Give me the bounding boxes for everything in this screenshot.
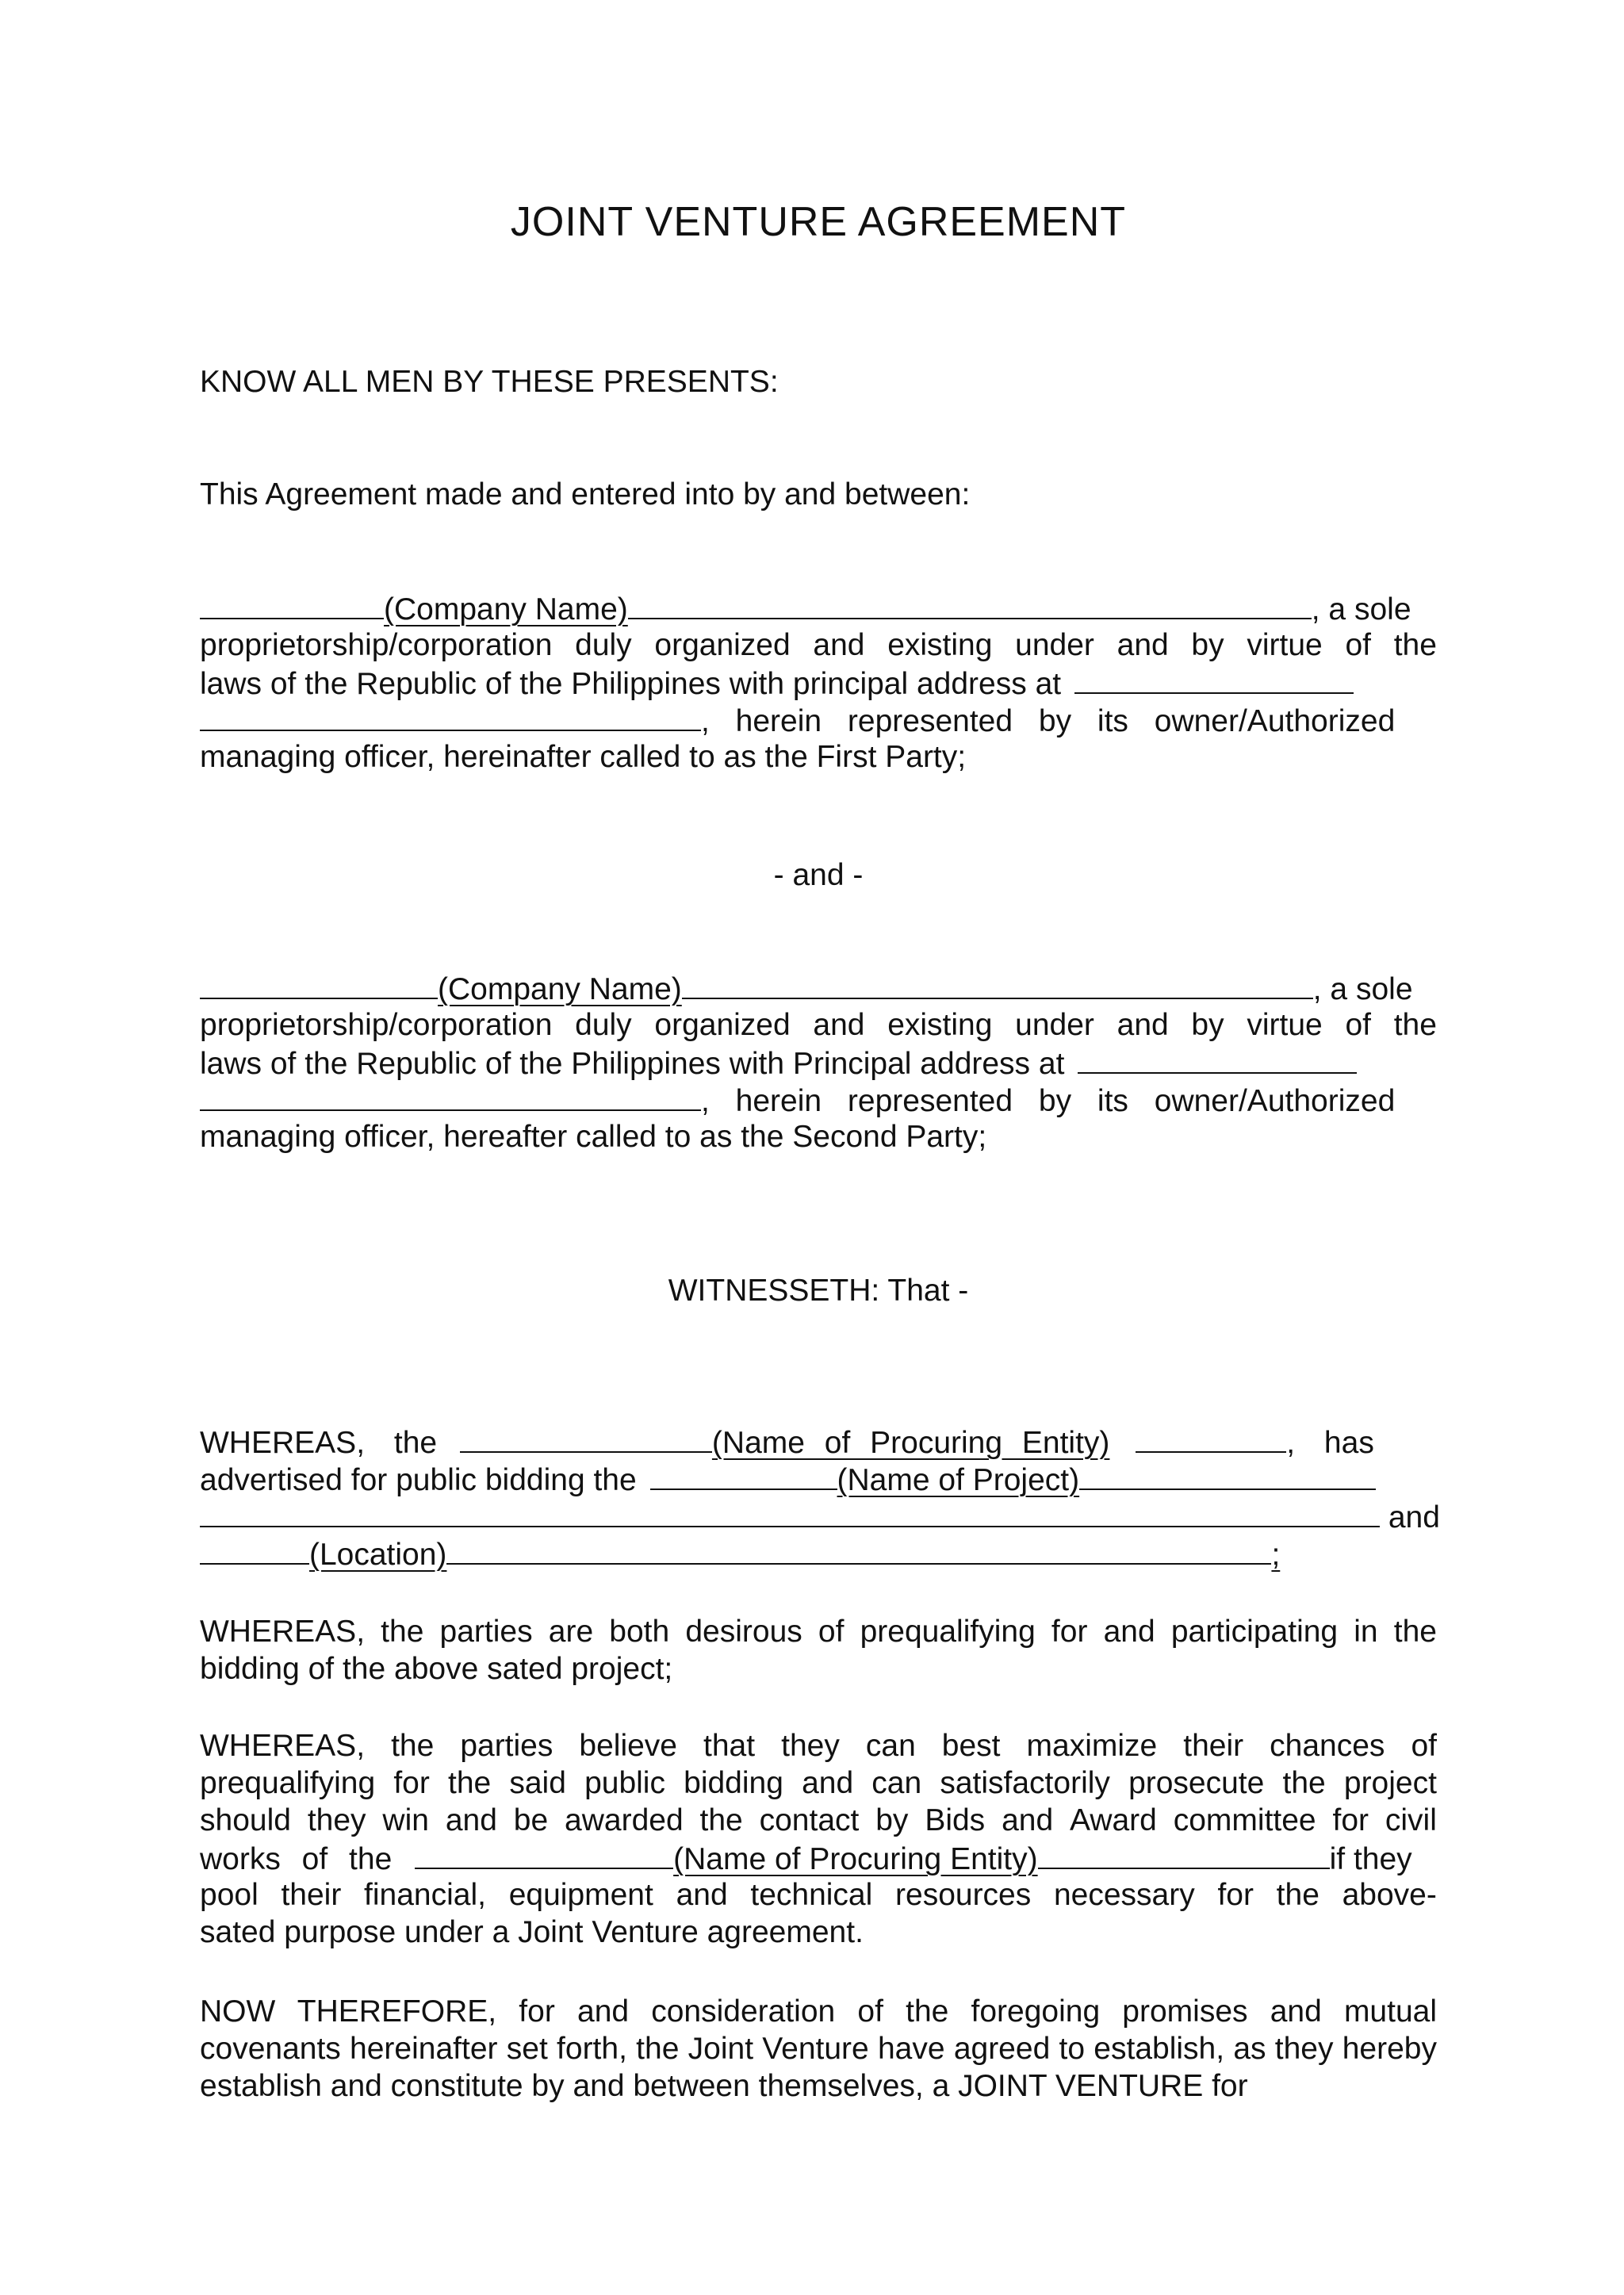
blank-field[interactable] bbox=[1038, 1839, 1330, 1869]
whereas-3-line-1: WHEREAS, the parties believe that they can best maximize their chances of bbox=[200, 1729, 1437, 1763]
blank-field[interactable] bbox=[200, 969, 438, 999]
now-therefore-paragraph: NOW THEREFORE, for and consideration of the foregoing promises and mutual covenants hereinafter set forth, the Joint Venture have agreed to establish, as they hereby establish and constitute by and between themselves, a JOINT VENTURE for bbox=[200, 1994, 1437, 2103]
intro-text: KNOW ALL MEN BY THESE PRESENTS: bbox=[200, 365, 779, 399]
blank-field[interactable] bbox=[460, 1423, 712, 1453]
blank-field[interactable] bbox=[200, 1534, 309, 1565]
whereas-1-line-1: WHEREAS, the (Name of Procuring Entity) , has bbox=[200, 1423, 1437, 1460]
blank-field[interactable] bbox=[1079, 1460, 1376, 1490]
company-name-placeholder: (Company Name) bbox=[438, 972, 682, 1006]
company-name-placeholder: (Company Name) bbox=[384, 592, 628, 626]
blank-field[interactable] bbox=[200, 589, 384, 619]
procuring-entity-placeholder: (Name of Procuring Entity) bbox=[711, 1426, 1110, 1460]
first-party-line-2: proprietorship/corporation duly organized and existing under and by virtue of the bbox=[200, 628, 1437, 662]
whereas-1-paragraph bbox=[200, 1423, 1440, 1572]
blank-field[interactable] bbox=[446, 1534, 1271, 1565]
whereas-1-line-4: (Location) ; bbox=[200, 1534, 1437, 1572]
whereas-1-line-2: advertised for public bidding the (Name of Project) bbox=[200, 1460, 1437, 1497]
second-party-tail: , a sole bbox=[1312, 972, 1413, 1006]
second-party-line-4-tail: , herein represented by its owner/Authorized bbox=[701, 1084, 1396, 1118]
second-party-paragraph bbox=[200, 969, 1437, 1155]
second-party-line-2: proprietorship/corporation duly organized and existing under and by virtue of the bbox=[200, 1008, 1437, 1042]
agreement-line: This Agreement made and entered into by and between: bbox=[200, 477, 971, 511]
document-title: JOINT VENTURE AGREEMENT bbox=[510, 199, 1127, 245]
whereas-1-line-3: and bbox=[200, 1497, 1437, 1534]
first-party-line-1 bbox=[200, 589, 1437, 626]
witnesseth-heading: WITNESSETH: That - bbox=[668, 1274, 969, 1308]
first-party-line-4-tail: , herein represented by its owner/Authorized bbox=[701, 704, 1396, 738]
second-party-line-5: managing officer, hereafter called to as the Second Party; bbox=[200, 1120, 987, 1154]
project-placeholder: (Name of Project) bbox=[837, 1463, 1080, 1497]
whereas-3-line-5: pool their financial, equipment and technical resources necessary for the above- bbox=[200, 1878, 1437, 1912]
whereas-3-line-4: works of the (Name of Procuring Entity) if they bbox=[200, 1839, 1437, 1876]
address-blank[interactable] bbox=[200, 701, 701, 731]
second-party-line-3: laws of the Republic of the Philippines with Principal address at bbox=[200, 1044, 1437, 1081]
address-blank[interactable] bbox=[200, 1081, 701, 1111]
whereas-3-line-6: sated purpose under a Joint Venture agreement. bbox=[200, 1915, 864, 1949]
address-blank[interactable] bbox=[1078, 1044, 1357, 1074]
first-party-line-5: managing officer, hereinafter called to as the First Party; bbox=[200, 740, 967, 774]
first-party-tail: , a sole bbox=[1311, 592, 1411, 626]
location-placeholder: (Location) bbox=[309, 1538, 447, 1572]
blank-field[interactable] bbox=[682, 969, 1313, 999]
blank-field[interactable] bbox=[200, 1497, 1380, 1527]
blank-field[interactable] bbox=[415, 1839, 673, 1869]
first-party-paragraph bbox=[200, 589, 1437, 776]
blank-field[interactable] bbox=[650, 1460, 837, 1490]
whereas-3-line-3: should they win and be awarded the contact by Bids and Award committee for civil bbox=[200, 1803, 1437, 1837]
address-blank[interactable] bbox=[1074, 664, 1354, 694]
second-party-line-1 bbox=[200, 969, 1437, 1006]
second-party-line-4 bbox=[200, 1081, 1437, 1118]
whereas-3-paragraph bbox=[200, 1727, 1437, 1951]
whereas-2-paragraph: WHEREAS, the parties are both desirous of prequalifying for and participating in the bidding of the above sated project; bbox=[200, 1615, 1437, 1686]
blank-field[interactable] bbox=[628, 589, 1312, 619]
first-party-line-3: laws of the Republic of the Philippines with principal address at bbox=[200, 664, 1437, 701]
whereas-3-line-2: prequalifying for the said public bidding and can satisfactorily prosecute the project bbox=[200, 1766, 1437, 1800]
first-party-line-4 bbox=[200, 701, 1437, 738]
procuring-entity-placeholder: (Name of Procuring Entity) bbox=[673, 1842, 1038, 1876]
and-separator: - and - bbox=[773, 858, 864, 892]
blank-field[interactable] bbox=[1136, 1423, 1286, 1453]
